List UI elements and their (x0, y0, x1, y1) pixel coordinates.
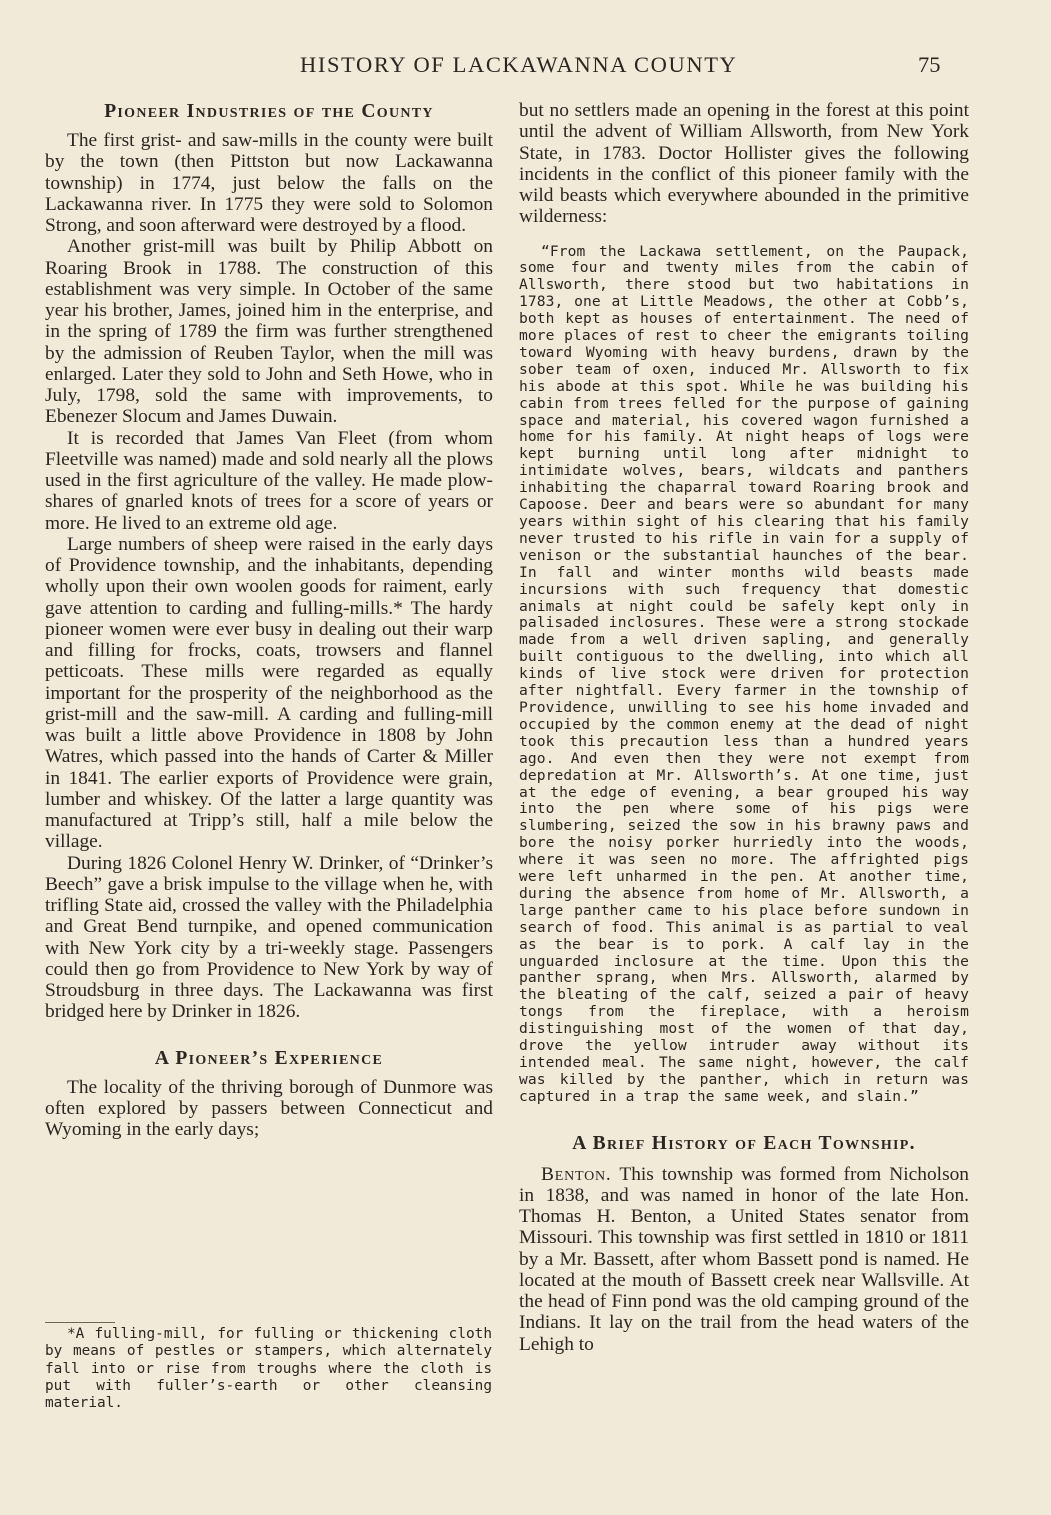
paragraph-abbott-grist-mill: Another grist-mill was built by Philip Abbott on Roaring Brook in 1788. The construction of this establishment was very simple. In October of the same year his brother, James, joined him in the enterprise, and in the spring of 1789 the firm was further strengthened by the admission of Reuben Taylor, when the mill was enlarged. Later they sold to John and Seth Howe, who in July, 1798, sold the same with improvements, to Ebenezer Slocum and James Duwain. (45, 236, 493, 428)
paragraph-allsworth-continuation: but no settlers made an opening in the forest at this point until the advent of William Allsworth, from New York State, in 1783. Doctor Hollister gives the following incidents in the conflict of this pioneer family with the wild beasts which everywhere abounded in the primitive wilderness: (519, 100, 969, 228)
benton-text: This township was formed from Nicholson in 1838, and was named in honor of the late Hon. Thomas H. Benton, a United States senator from Missouri. This township was first settled in 1810 or 1811 by a Mr. Bassett, after whom Bassett pond is named. He located at the mouth of Bassett creek near Wallsville. At the head of Finn pond was the old camping ground of the Indians. It lay on the trail from the head waters of the Lehigh to (519, 1163, 970, 1355)
right-column (519, 100, 969, 1355)
section-title-pioneer-experience: A Pioneer’s Experience (154, 1047, 384, 1069)
paragraph-first-mills: The first grist- and saw-mills in the county were built by the town (then Pittston but now Lackawanna township) in 1774, just below the falls on the Lackawanna river. In 1775 they were sold to Solomon Strong, and soon afterward were destroyed by a flood. (45, 130, 493, 236)
paragraph-dunmore: The locality of the thriving borough of Dunmore was often explored by passers between Connecticut and Wyoming in the early days; (45, 1076, 493, 1140)
section-title-pioneer-industries: Pioneer Industries of the County (104, 101, 434, 122)
page-number: 75 (918, 52, 941, 77)
footnote-divider (45, 1322, 115, 1323)
footnote: *A fulling-mill, for fulling or thickening cloth by means of pestles or stampers, which alternately fall into or rise from troughs where the cloth is put with fuller’s-earth or other cleansing material. (45, 1326, 492, 1412)
left-column (45, 100, 493, 1140)
paragraph-benton (519, 1164, 969, 1355)
paragraph-drinker-turnpike: During 1826 Colonel Henry W. Drinker, of “Drinker’s Beech” gave a brisk impulse to the village when he, with trifling State aid, crossed the valley with the Philadelphia and Great Bend turnpike, and opened communication with New York city by a tri-weekly stage. Passengers could then go from Providence to New York by way of Stroudsburg in three days. The Lackawanna was first bridged here by Drinker in 1826. (45, 852, 493, 1023)
paragraph-sheep-and-mills: Large numbers of sheep were raised in the early days of Providence township, and the inhabitants, depending wholly upon their own woolen goods for raiment, early gave attention to carding and fulling-mills.* The hardy pioneer women were ever busy in dealing out their warp and filling for frocks, coats, trowsers and flannel petticoats. These mills were regarded as equally important for the prosperity of the neighborhood as the grist-mill and the saw-mill. A carding and fulling-mill was built a little above Providence in 1808 by John Watres, which passed into the hands of Carter & Miller in 1841. The earlier exports of Providence were grain, lumber and whiskey. Of the latter a large quantity was manufactured at Tripp’s still, half a mile below the village. (45, 533, 493, 853)
paragraph-van-fleet-plows: It is recorded that James Van Fleet (from whom Fleetville was named) made and sold nearly all the plows used in the first agriculture of the valley. He made plow-shares of gnarled knots of trees for a score of years or more. He lived to an extreme old age. (45, 427, 493, 534)
benton-lead-word: Benton. (541, 1163, 612, 1185)
running-title: HISTORY OF LACKAWANNA COUNTY (300, 52, 738, 77)
running-head (0, 52, 1051, 82)
section-title-township-history: A Brief History of Each Township. (572, 1132, 916, 1154)
hollister-quotation: “From the Lackawa settlement, on the Paupack, some four and twenty miles from the cabin of Allsworth, there stood but two habitations in 1783, one at Little Meadows, the other at Cobb’s, both kept as houses of entertainment. The need of more places of rest to cheer the emigrants toiling toward Wyoming with heavy burdens, drawn by the sober team of oxen, induced Mr. Allsworth to fix his abode at this spot. While he was building his cabin from trees felled for the purpose of gaining space and material, his covered wagon furnished a home for his family. At night heaps of logs were kept burning until long after midnight to intimidate wolves, bears, wildcats and panthers inhabiting the chaparral toward Roaring brook and Capoose. Deer and bears were so abundant for many years within sight of his clearing that his family never trusted to his rifle in vain for a supply of venison or the substantial haunches of the bear. In fall and winter months wild beasts made incursions with such frequency that domestic animals at night could be safely kept only in palisaded inclosures. These were a strong stockade made from a well driven sapling, and generally built contiguous to the dwelling, into which all kinds of live stock were driven for protection after nightfall. Every farmer in the township of Providence, unwilling to see his home invaded and occupied by the common enemy at the dead of night took this precaution less than a hundred years ago. And even then they were not exempt from depredation at Mr. Allsworth’s. At one time, just at the edge of evening, a bear grouped his way into the pen where some of his pigs were slumbering, seized the sow in his brawny paws and bore the noisy porker hurriedly into the woods, where it was seen no more. The affrighted pigs were left unharmed in the pen. At another time, during the absence from home of Mr. Allsworth, a large panther came to his place before sundown in search of food. This animal is as partial to veal as the bear is to pork. A calf lay in the unguarded inclosure at the time. Upon this the panther sprang, when Mrs. Allsworth, alarmed by the bleating of the calf, seized a pair of heavy tongs from the fireplace, with a heroism distinguishing most of the women of that day, drove the yellow intruder away without its intended meal. The same night, however, the calf was killed by the panther, which in return was captured in a trap the same week, and slain.” (519, 242, 969, 1105)
